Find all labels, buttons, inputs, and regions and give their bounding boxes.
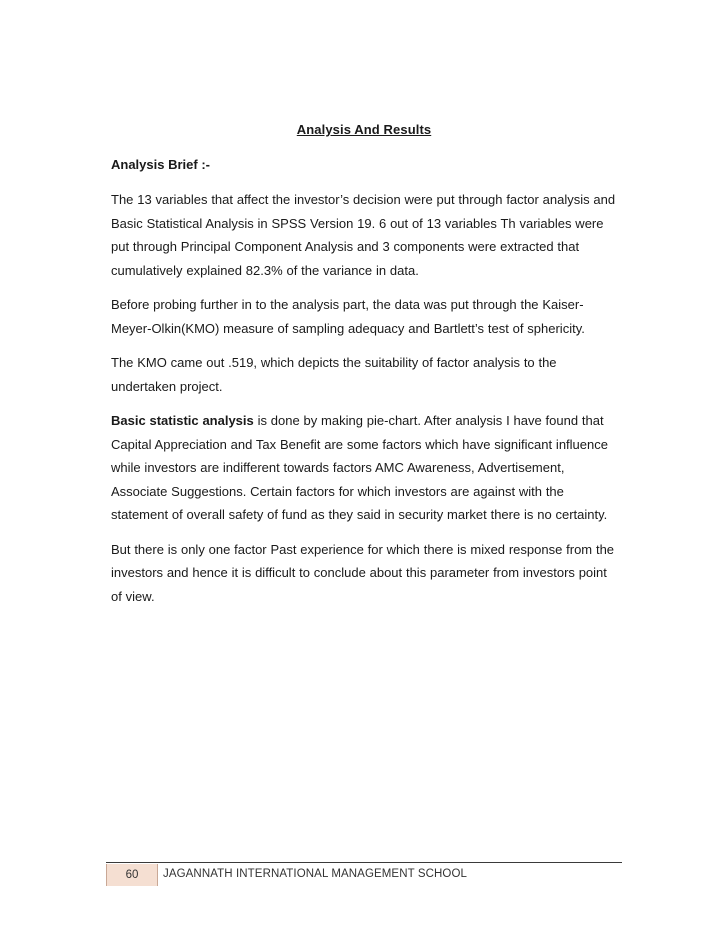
- page-number: 60: [125, 869, 139, 881]
- paragraph-1: The 13 variables that affect the investor’s decision were put through factor analysis and Basic Statistical Analysis in SPSS Version 19. 6 out of 13 variables Th variables were put through Principal Component Analysis and 3 components were extracted that cumulatively explained 82.3% of the variance in data.: [111, 192, 616, 278]
- page-content: [111, 156, 621, 619]
- paragraph-3: The KMO came out .519, which depicts the suitability of factor analysis to the undertaken project.: [111, 355, 557, 394]
- page-footer: [106, 862, 622, 886]
- footer-rule: [106, 862, 622, 863]
- page-title: Analysis And Results: [296, 122, 432, 137]
- paragraph-2: Before probing further in to the analysis part, the data was put through the Kaiser-Meyer-Olkin(KMO) measure of sampling adequacy and Bartlett’s test of sphericity.: [111, 297, 585, 336]
- paragraph-4: Basic statistic analysis is done by making pie-chart. After analysis I have found that Capital Appreciation and Tax Benefit are some factors which have significant influence while investors are indifferent towards factors AMC Awareness, Advertisement, Associate Suggestions. Certain factors for which investors are against with the statement of overall safety of fund as they said in security market there is no certainty.: [111, 413, 608, 522]
- school-name: JAGANNATH INTERNATIONAL MANAGEMENT SCHOOL: [163, 868, 467, 880]
- section-subheading: Analysis Brief :-: [111, 157, 210, 172]
- paragraph-5: But there is only one factor Past experience for which there is mixed response from the investors and hence it is difficult to conclude about this parameter from investors point of view.: [111, 541, 615, 604]
- page-number-box: [106, 864, 158, 886]
- bold-lead-text: Basic statistic analysis: [111, 413, 254, 428]
